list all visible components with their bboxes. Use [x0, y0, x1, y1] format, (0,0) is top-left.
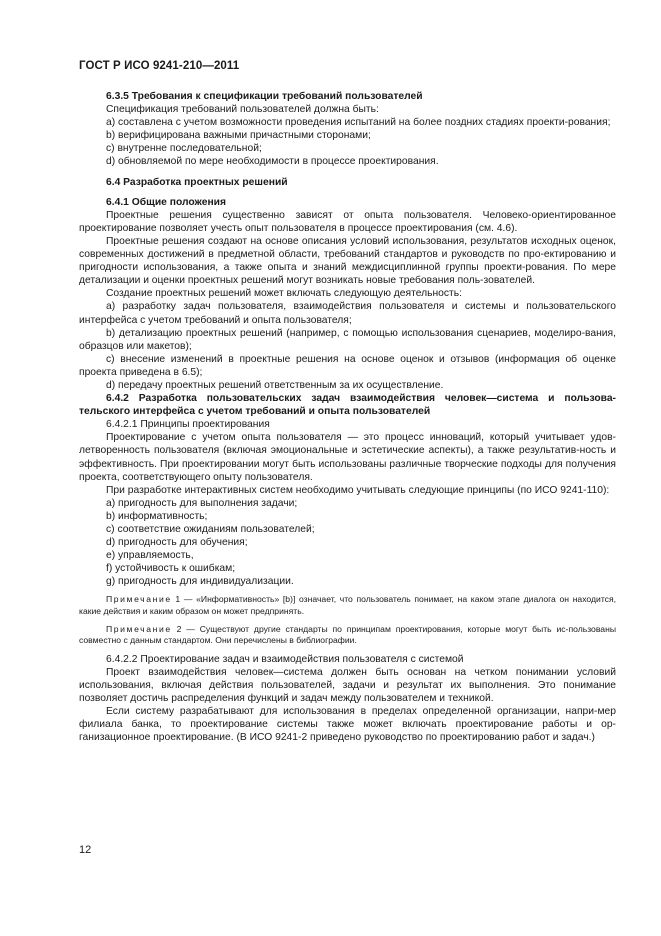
note-2 [79, 624, 616, 647]
document-body [79, 90, 616, 745]
list-item: b) информативность; [106, 510, 208, 522]
list-item: a) разработку задач пользователя, взаимодействия пользователя и системы и пользовательского интерфейса с учетом требований и опыта пользователя; [79, 301, 616, 326]
note-1 [79, 594, 616, 617]
heading-6-4-2-2: 6.4.2.2 Проектирование задач и взаимодействия пользователя с системой [106, 653, 464, 665]
heading-6-4-2-1: 6.4.2.1 Принципы проектирования [106, 419, 270, 431]
list-item: d) пригодность для обучения; [106, 537, 248, 549]
note-text: 2 — Существуют другие стандарты по принципам проектирования, которые могут быть ис-пользованы совместно с данным стандартом. Они перечислены в библиографии. [79, 623, 616, 646]
heading-6-3-5: 6.3.5 Требования к спецификации требований пользователей [106, 91, 423, 102]
paragraph: Если систему разрабатывают для использования в пределах определенной организации, напри-мер филиала банка, то проектирование системы также может включать проектирование работы и ор-ганизационное проектирование. (В ИСО 9241-2 приведено руководство по проектированию работ и задач.) [79, 706, 616, 744]
list-item: c) внутренне последовательной; [106, 143, 262, 155]
paragraph: Спецификация требований пользователей должна быть: [106, 104, 379, 116]
paragraph: Проектные решения существенно зависят от опыта пользователя. Человеко-ориентированное проектирование позволяет учесть опыт пользователя в процессе проектирования (см. 4.6). [79, 209, 616, 234]
document-code-header: ГОСТ Р ИСО 9241-210—2011 [79, 60, 240, 72]
page-number: 12 [79, 844, 92, 856]
paragraph: При разработке интерактивных систем необходимо учитывать следующие принципы (по ИСО 9241-110): [106, 484, 610, 496]
list-item: g) пригодность для индивидуализации. [106, 576, 294, 588]
heading-6-4-1: 6.4.1 Общие положения [106, 196, 226, 208]
paragraph: Создание проектных решений может включать следующую деятельность: [106, 288, 462, 300]
list-item: d) обновляемой по мере необходимости в процессе проектирования. [106, 156, 439, 168]
note-text: 1 — «Информативность» [b)] означает, что пользователь понимает, на каком этапе диалога он находится, какие действия и каким образом он может предпринять. [79, 594, 616, 617]
list-item: a) составлена с учетом возможности проведения испытаний на более поздних стадиях проекти-рования; [106, 117, 611, 129]
list-item: c) соответствие ожиданиям пользователей; [106, 524, 315, 535]
paragraph: Проект взаимодействия человек—система должен быть основан на четком понимании условий использования, включая действия пользователей, задачи и результат их выполнения. Это понимание позволяет достичь распределения функций и задач между пользователем и техникой. [79, 666, 616, 705]
note-label: Примечание [106, 594, 172, 605]
paragraph: Проектные решения создают на основе описания условий использования, результатов исходных оценок, современных достижений в предметной области, требований стандартов и руководств по про-ектированию и пригодности использования, а также опыта и знаний междисциплинной группы проекти-рования. По мере детализации и оценки проектных решений могут возникать новые требования поль-зователей. [79, 235, 616, 287]
list-item: f) устойчивость к ошибкам; [106, 563, 236, 575]
heading-6-4: 6.4 Разработка проектных решений [106, 176, 288, 188]
heading-6-4-2: 6.4.2 Разработка пользовательских задач взаимодействия человек—система и пользова-тельского интерфейса с учетом требований и опыта пользователей [79, 393, 616, 418]
list-item: c) внесение изменений в проектные решения на основе оценок и отзывов (информация об оценке проекта приведена в 6.5); [79, 353, 616, 378]
list-item: b) верифицирована важными причастными сторонами; [106, 130, 371, 142]
list-item: e) управляемость, [106, 550, 194, 562]
note-label: Примечание [106, 623, 172, 634]
list-item: d) передачу проектных решений ответственным за их осуществление. [106, 379, 444, 391]
paragraph: Проектирование с учетом опыта пользователя — это процесс инноваций, который учитывает удов-летворенность пользователя (включая эмоциональные и эстетические аспекты), а также результатив-ность и эффективность. При проектировании могут быть использованы различные творческие подходы для получения проекта, соответствующего опыту пользователя. [79, 432, 616, 483]
list-item: b) детализацию проектных решений (например, с помощью использования сценариев, моделиро-вания, образцов или макетов); [79, 327, 616, 352]
list-item: a) пригодность для выполнения задачи; [106, 497, 298, 509]
